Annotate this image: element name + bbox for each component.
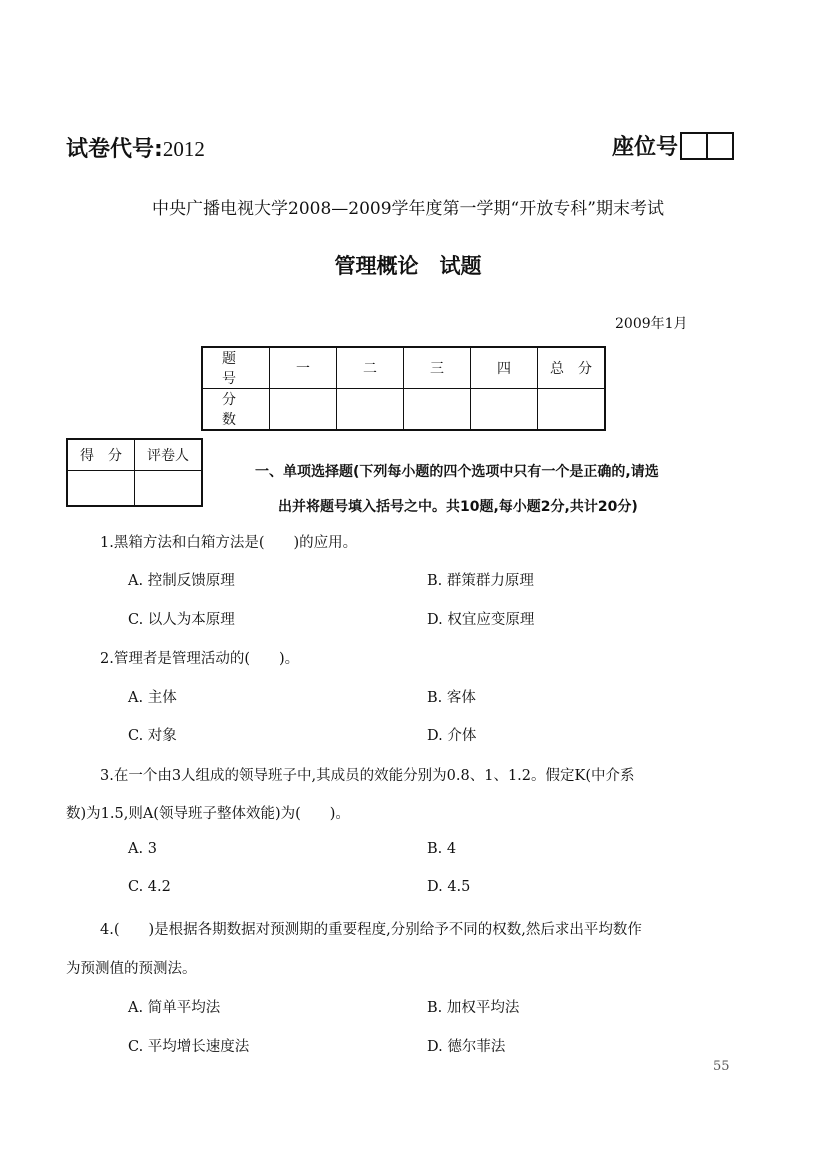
question-3-option-a: A. 3 (128, 841, 157, 857)
question-3-stem: 3.在一个由3人组成的领导班子中,其成员的效能分别为0.8、1、1.2。假定K(中介系 (100, 768, 635, 784)
score-table (201, 346, 606, 431)
section-title: 一、单项选择题(下列每小题的四个选项中只有一个是正确的,请选 (255, 464, 659, 480)
question-1-stem: 1.黑箱方法和白箱方法是( )的应用。 (100, 535, 358, 551)
grader-name-cell (135, 471, 203, 507)
grader-table-header-row (67, 439, 202, 471)
seat-number-boxes (680, 132, 734, 160)
grader-label: 评卷人 (135, 439, 203, 471)
grader-table (66, 438, 203, 507)
grader-score-label: 得 分 (67, 439, 135, 471)
question-3-stem-continued: 数)为1.5,则A(领导班子整体效能)为( )。 (66, 806, 350, 822)
question-4-option-b: B. 加权平均法 (427, 1000, 520, 1016)
score-cell (538, 389, 606, 431)
question-2-option-b: B. 客体 (427, 690, 476, 706)
question-1-option-c: C. 以人为本原理 (128, 612, 235, 628)
score-table-col: 一 (270, 347, 337, 389)
question-2-option-d: D. 介体 (427, 728, 477, 744)
score-table-row-label: 分 数 (202, 389, 270, 431)
score-cell (337, 389, 404, 431)
score-table-col: 四 (471, 347, 538, 389)
question-4-option-d: D. 德尔菲法 (427, 1039, 506, 1055)
paper-code-label: 试卷代号: (66, 137, 163, 162)
score-cell (404, 389, 471, 431)
score-table-col: 二 (337, 347, 404, 389)
question-2-stem: 2.管理者是管理活动的( )。 (100, 651, 300, 667)
question-3-option-d: D. 4.5 (427, 879, 471, 895)
seat-number (612, 130, 734, 161)
question-1-option-b: B. 群策群力原理 (427, 573, 534, 589)
page-number: 55 (713, 1059, 730, 1074)
question-1-option-d: D. 权宜应变原理 (427, 612, 535, 628)
score-cell (471, 389, 538, 431)
score-table-row-label: 题 号 (202, 347, 270, 389)
score-table-score-row (202, 389, 605, 431)
paper-code (66, 132, 205, 163)
score-table-col: 三 (404, 347, 471, 389)
score-cell (270, 389, 337, 431)
question-1-option-a: A. 控制反馈原理 (128, 573, 235, 589)
question-4-option-a: A. 简单平均法 (128, 1000, 221, 1016)
question-4-option-c: C. 平均增长速度法 (128, 1039, 250, 1055)
subject-title: 管理概论 试题 (334, 254, 482, 278)
question-3-option-c: C. 4.2 (128, 879, 171, 895)
grader-table-blank-row (67, 471, 202, 507)
exam-title: 中央广播电视大学2008—2009学年度第一学期“开放专科”期末考试 (152, 199, 664, 219)
score-table-col: 总 分 (538, 347, 606, 389)
question-4-stem: 4.( )是根据各期数据对预测期的重要程度,分别给予不同的权数,然后求出平均数作 (100, 922, 642, 938)
question-2-option-a: A. 主体 (128, 690, 177, 706)
seat-number-label: 座位号 (612, 135, 679, 160)
question-2-option-c: C. 对象 (128, 728, 177, 744)
exam-date: 2009年1月 (615, 316, 688, 332)
question-3-option-b: B. 4 (427, 841, 457, 857)
grader-score-cell (67, 471, 135, 507)
question-4-stem-continued: 为预测值的预测法。 (66, 961, 197, 977)
section-title-continued: 出并将题号填入括号之中。共10题,每小题2分,共计20分) (278, 499, 638, 515)
paper-code-value: 2012 (162, 137, 205, 161)
score-table-header-row (202, 347, 605, 389)
